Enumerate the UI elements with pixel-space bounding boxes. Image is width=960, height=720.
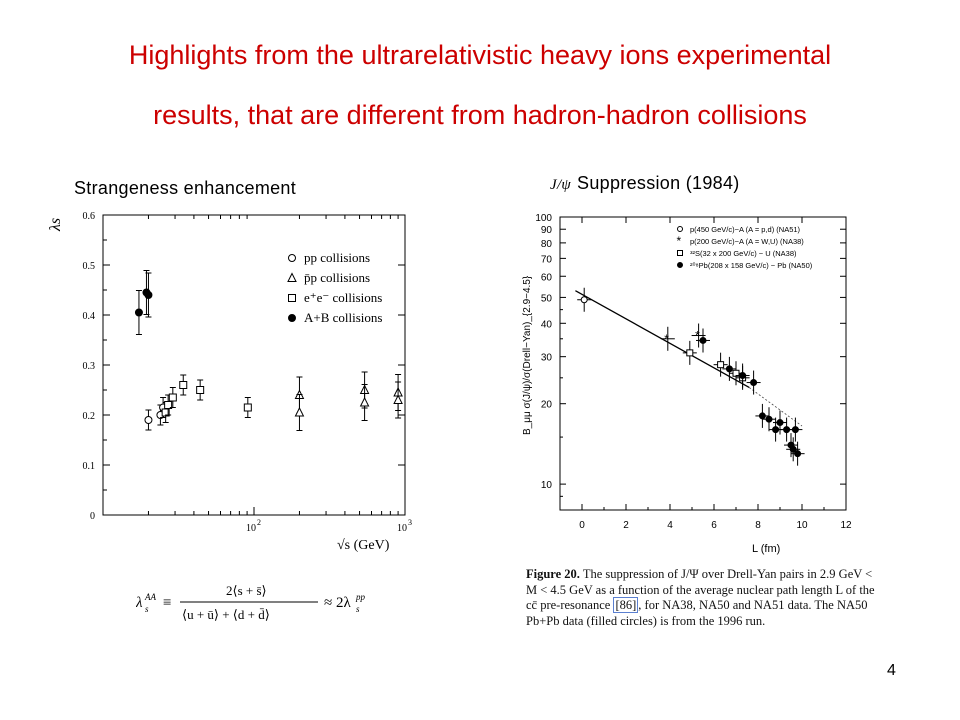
- right-y-axis-label: B_μμ σ(J/ψ)/σ(Drell−Yan)_{2.9−4.5}: [522, 275, 533, 435]
- right-x-tick-label: 0: [579, 520, 585, 531]
- left-data-point: [295, 408, 303, 416]
- caption-text-2: , for NA38, NA50 and NA51 data. The NA50 Pb+Pb data (filled circles) is from the 1996 run.: [526, 598, 868, 628]
- left-data-point: [145, 417, 152, 424]
- left-data-point: [180, 382, 187, 389]
- formula-numerator: 2⟨s + s̄⟩: [226, 583, 267, 598]
- figure-caption: [526, 567, 886, 629]
- right-x-tick-label: 4: [667, 520, 673, 531]
- right-y-tick-label: 80: [540, 238, 552, 250]
- left-legend-marker: [289, 315, 296, 322]
- right-y-tick-label: 100: [535, 213, 552, 224]
- left-data-point: [135, 309, 142, 316]
- right-y-tick-label: 50: [540, 293, 552, 305]
- left-y-tick-label: 0.4: [82, 311, 95, 322]
- left-data-point: [394, 396, 402, 404]
- right-legend-label: p(200 GeV/c)−A (A = W,U) (NA38): [690, 237, 804, 246]
- right-data-point: [766, 416, 772, 422]
- formula-graphic: [136, 580, 396, 626]
- strangeness-chart: [40, 205, 430, 565]
- caption-label: Figure 20.: [526, 567, 580, 581]
- right-x-tick-label: 10: [796, 520, 808, 531]
- left-data-point: [244, 404, 251, 411]
- right-y-tick-label: 70: [540, 254, 552, 266]
- left-legend-label: p̄p collisions: [304, 270, 371, 285]
- caption-text-1: The suppression of J/Ψ over Drell-Yan pairs in 2.9 GeV < M < 4.5 GeV as a function of the average nuclear path length L of the cc̄ pre-resonance: [526, 567, 875, 612]
- right-x-axis-label: L (fm): [752, 543, 781, 555]
- formula-rhs-sub: s: [356, 604, 360, 614]
- left-x-tick-exp: 3: [408, 518, 412, 527]
- right-x-tick-label: 6: [711, 520, 717, 531]
- jpsi-suppression-chart: [500, 205, 880, 560]
- right-y-tick-label: 10: [540, 480, 552, 492]
- right-legend-marker: [678, 227, 683, 232]
- slide-title-line-1: Highlights from the ultrarelativistic heavy ions experimental: [128, 40, 832, 70]
- formula-lhs: λ: [136, 595, 143, 611]
- right-data-point: [795, 451, 801, 457]
- right-legend-marker: [678, 251, 683, 256]
- left-y-tick-label: 0.6: [82, 211, 95, 222]
- right-x-tick-label: 12: [840, 520, 852, 531]
- right-data-point: [751, 380, 757, 386]
- right-data-point: [759, 413, 765, 419]
- right-legend-marker: *: [676, 234, 682, 248]
- right-legend-marker: [678, 263, 683, 268]
- left-x-tick-label: 10: [246, 523, 256, 534]
- left-y-tick-label: 0.5: [82, 261, 95, 272]
- right-y-tick-label: 90: [540, 225, 552, 237]
- right-y-tick-label: 30: [540, 352, 552, 364]
- left-y-axis-label: λs: [47, 217, 64, 231]
- left-x-tick-label: 10: [397, 523, 407, 534]
- left-data-point: [197, 387, 204, 394]
- right-data-point: [581, 297, 587, 303]
- formula-denominator: ⟨u + ū⟩ + ⟨d + d̄⟩: [182, 607, 270, 622]
- right-subtitle-text: Suppression (1984): [577, 173, 740, 193]
- left-x-axis-label: √s (GeV): [337, 538, 390, 553]
- right-data-point: [740, 373, 746, 379]
- right-legend-label: ²⁰⁸Pb(208 x 158 GeV/c) − Pb (NA50): [690, 261, 813, 270]
- right-data-point: *: [664, 331, 669, 346]
- left-legend-label: e⁺e⁻ collisions: [304, 290, 383, 305]
- left-y-tick-label: 0.2: [82, 411, 95, 422]
- left-y-tick-label: 0.3: [82, 361, 95, 372]
- left-legend-marker: [289, 295, 296, 302]
- right-x-tick-label: 2: [623, 520, 629, 531]
- left-legend-marker: [289, 255, 296, 262]
- left-legend-label: pp collisions: [304, 250, 371, 265]
- left-y-tick-label: 0: [90, 511, 95, 522]
- formula-lhs-sub: s: [145, 604, 149, 614]
- formula-equiv: ≡: [163, 595, 172, 611]
- left-subtitle: Strangeness enhancement: [74, 178, 297, 198]
- right-y-tick-label: 60: [540, 272, 552, 284]
- jpsi-symbol: J/ψ: [550, 177, 572, 193]
- right-data-point: [718, 362, 724, 368]
- lambda-formula: [136, 580, 396, 631]
- right-data-point: [792, 427, 798, 433]
- right-data-point: [700, 337, 706, 343]
- left-data-point: [361, 398, 369, 406]
- left-y-tick-label: 0.1: [82, 461, 95, 472]
- page-number: 4: [887, 662, 896, 679]
- slide-title-line-2: results, that are different from hadron-hadron collisions: [153, 100, 807, 130]
- caption-reference-link[interactable]: [86]: [615, 598, 637, 612]
- right-subtitle: [550, 173, 740, 194]
- right-y-tick-label: 20: [540, 399, 552, 411]
- right-data-point: [687, 350, 693, 356]
- left-data-point: [169, 394, 176, 401]
- right-data-point: [773, 427, 779, 433]
- formula-rhs-sup: pp: [356, 592, 365, 602]
- right-y-tick-label: 40: [540, 319, 552, 331]
- right-data-point: [777, 420, 783, 426]
- left-legend-marker: [288, 274, 296, 282]
- left-data-point: [145, 292, 152, 299]
- right-legend-label: ³²S(32 x 200 GeV/c) − U (NA38): [690, 249, 797, 258]
- right-legend-label: p(450 GeV/c)−A (A = p,d) (NA51): [690, 225, 801, 234]
- right-data-point: [726, 366, 732, 372]
- left-legend-label: A+B collisions: [304, 310, 383, 325]
- left-x-tick-exp: 2: [257, 518, 261, 527]
- formula-approx: ≈ 2λ: [324, 595, 351, 611]
- right-data-point: *: [695, 328, 700, 343]
- right-x-tick-label: 8: [755, 520, 761, 531]
- formula-lhs-sup: AA: [145, 592, 156, 602]
